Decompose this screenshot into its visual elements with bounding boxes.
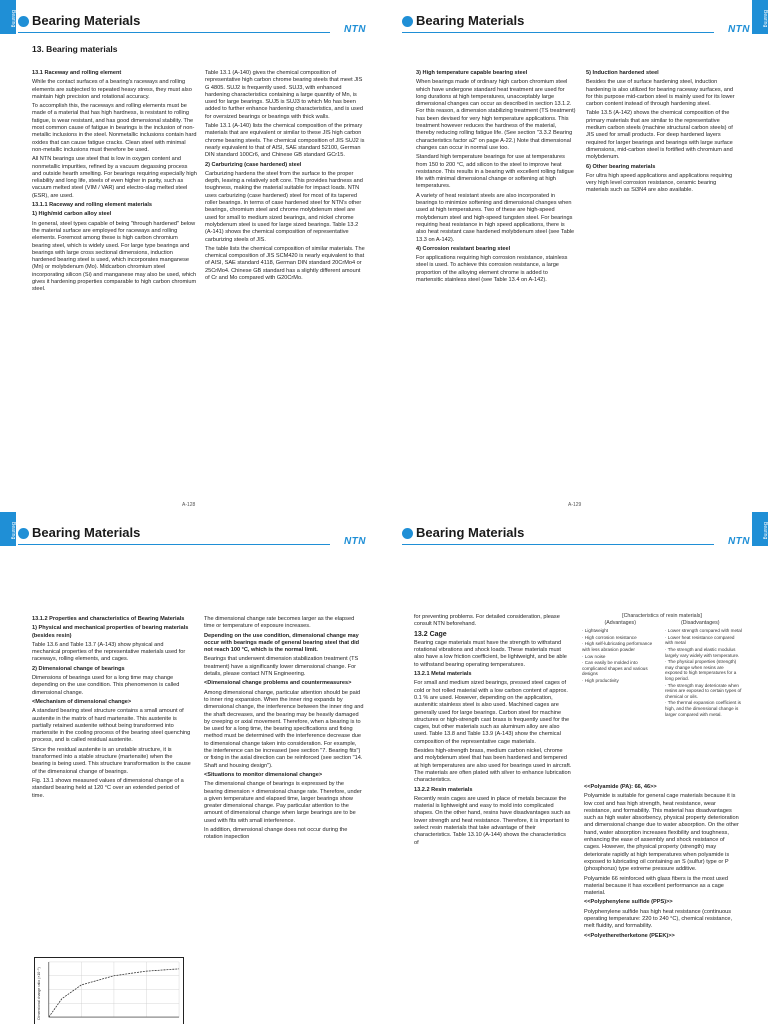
paragraph: Dimensions of bearings used for a long time may change depending on the use condition. This phenomenon is called dimensional change. xyxy=(32,675,180,696)
paragraph: 13.2 Cage xyxy=(414,630,447,638)
paragraph: In general, steel types capable of being "through hardened" below the material surface are employed for raceways and rolling elements. Foremost among these is high carbon chromium bearing steel, which is widely used. For large type bearings and bearings with large cross sectional dimensions, induction hardened bearing steel is used, which incorporates manganese (Mn) or molybdenum (Mo). Midcarbon chromium steel incorporating silicon (Si) and manganese may also be used, which gives it hardening properties comparable to high carbon chromium steel. xyxy=(32,220,197,293)
paragraph: In addition, dimensional change does not occur during the rotation inspection xyxy=(204,827,348,841)
header-rule xyxy=(18,544,330,545)
text-column-left xyxy=(414,614,572,849)
table-heads xyxy=(582,621,742,627)
disadvantages-head: (Disadvantages) xyxy=(680,619,720,626)
header-rule xyxy=(402,32,714,33)
paragraph: 13.1.2 Properties and characteristics of Bearing Materials xyxy=(32,616,185,622)
paragraph: Carburizing hardens the steel from the surface to the proper depth, leaving a relatively soft core. This provides hardness and toughness, making the material suitable for impact loads. NTN uses carburizing (case hardened) steel for most of its tapered roller bearings. In terms of case hardened steel for NTN's other bearings, chromium steel and chrome molybdenum steel are used for small to medium sized bearings, and nickel chrome molybdenum steel is used for large sized bearings. Table 13.2 (A-141) shows the chemical composition of representative carburizing steels of JIS. xyxy=(205,170,363,243)
paragraph: When bearings made of ordinary high carbon chromium steel which have undergone standard heat treatment are used for long durations at high temperatures, unacceptably large dimensional changes can occur as described in section 13.1.2. For this reason, a dimension stabilizing treatment (TS treatment) has been devised for very high temperature applications. This treatment however reduces the hardness of the material, thereby reducing rolling fatigue life. (See section "3.3.2 Bearing characteristics factor a2" on page A-22.) Note that dimensional changes can occur in normal use too. xyxy=(416,79,576,151)
paragraph: 13.1.1 Raceway and rolling element materials xyxy=(32,202,153,209)
advantages-head: (Advantages) xyxy=(604,619,636,626)
page-header xyxy=(18,524,366,548)
header-title: Bearing Materials xyxy=(32,525,141,540)
text-column-left xyxy=(32,70,197,296)
bullet-icon xyxy=(18,16,29,27)
paragraph: Bearing cage materials must have the strength to withstand rotational vibrations and shock loads. These materials must also have a low friction coefficient, be lightweight, and be able to withstand bearing operating temperatures. xyxy=(414,639,567,668)
text-column-right xyxy=(584,784,739,942)
paragraph: Polyamide is suitable for general cage materials because it is low cost and has high strength, heat resistance, wear resistance, and formability. This material has disadvantages such as high water absorbency, physical property deterioration and dimensional change due to water absorption. On the other hand, water absorption increases flexibility and toughness, enhancing the ease of assembly and shock resistance of cages. However, the physical property (strength) may deteriorate rapidly at high temperatures when polyamide is exposed to lubricating oil containing an S (sulfur) type or P (phosphorus) type extreme pressure additive. xyxy=(584,793,739,873)
text-column-left xyxy=(416,70,576,286)
paragraph: 6) Other bearing materials xyxy=(586,163,656,170)
table-caption: [Characteristics of resin materials] xyxy=(622,613,702,619)
header-title: Bearing Materials xyxy=(416,13,525,28)
paragraph: Table 13.1 (A-140) lists the chemical composition of the primary materials that are equivalent or similar to these JIS high carbon chrome bearing steels. The chemical composition of JIS SUJ2 is nearly equivalent to that of AISI, SAE standard 52100, German DIN standard 100Cr6, and Chinese GB standard GCr15. xyxy=(205,123,365,159)
paragraph: For small and medium sized bearings, pressed steel cages of cold or hot rolled material with a low carbon content of approx. 0.1 % are used. However, depending on the application, austenitic stainless steel is also used. Machined cages are generally used for large bearings. Carbon steel for machine structures or high-strength cast brass is frequently used for the cages, but other materials such as aluminum alloy are also used. Table 13.8 and Table 13.9 (A-143) show the chemical composition of the representative cage materials. xyxy=(414,680,570,745)
page-header xyxy=(402,524,750,548)
paragraph: Table 13.5 (A-142) shows the chemical composition of the primary materials that are similar to the representative medium carbon steels (machine structural carbon steels) of JIS used for small products. For deep hardened layers required for larger bearings and bearings with large surface dimensions, mid-carbon steel is fortified with chromium and molybdenum. xyxy=(586,110,733,161)
list-item: · Can easily be molded into complicated shapes and various designs xyxy=(582,660,648,677)
paragraph: 2) Carburizing (case hardened) steel xyxy=(205,161,302,168)
bullet-icon xyxy=(402,528,413,539)
paragraph: Recently resin cages are used in place of metals because the material is lightweight and easy to mold into complicated shapes. On the other hand, resins have disadvantages such as lower strength and heat resistance. Therefore, it is important to select resin materials that take advantage of their characteristics. Table 13.10 (A-144) shows the characteristics of xyxy=(414,795,571,846)
header-title: Bearing Materials xyxy=(32,13,141,28)
page-a131 xyxy=(384,512,768,1024)
text-column-left xyxy=(32,616,192,802)
paragraph: The dimensional change of bearings is expressed by the bearing dimension × dimensional change rate. Therefore, under a given temperature and elapsed time, larger bearings show greater dimensional change. Pay particular attention to the amount of dimensional change when large bearings are to be used with fits with small interference. xyxy=(204,781,362,824)
paragraph: <Dimensional change problems and countermeasures> xyxy=(204,680,352,687)
header-title: Bearing Materials xyxy=(416,525,525,540)
paragraph: 13.2.1 Metal materials xyxy=(414,671,472,678)
text-column-right xyxy=(204,616,364,844)
paragraph: Polyphenylene sulfide has high heat resistance (continuous operating temperature: 220 to 240 °C), chemical resistance, melt fluidity, and formability. xyxy=(584,908,733,930)
text-column-right xyxy=(205,70,365,284)
paragraph: Besides the use of surface hardening steel, induction hardening is also utilized for bearing raceway surfaces, and for this purpose mid-carbon steel is mainly used for its lower carbon content instead of through hardening steel. xyxy=(586,79,735,108)
paragraph: Besides high-strength brass, medium carbon nickel, chrome and molybdenum steel that has been hardened and tempered at high temperatures are also used for bearings used in aircraft. The materials are often plated with silver to enhance lubrication characteristics. xyxy=(414,748,572,784)
chart-svg xyxy=(35,958,183,1024)
paragraph: Depending on the use condition, dimensional change may occur with bearings made of general bearing steel that did not reach 100 °C, which is the normal limit. xyxy=(204,632,360,654)
list-item: · The strength may deteriorate when resins are exposed to certain types of chemical or oils. xyxy=(665,682,742,699)
bullet-icon xyxy=(18,528,29,539)
paragraph: Since the residual austenite is an unstable structure, it is transformed into a stable structure (martensite) when the bearing is being used. This structure transformation is the cause of the dimensional change of bearings. xyxy=(32,746,191,775)
list-item: · Low noise xyxy=(582,653,606,659)
paragraph: <<Polyetheretherketone (PEEK)>> xyxy=(584,932,675,939)
resin-characteristics-table xyxy=(582,614,742,718)
disadvantages-list xyxy=(665,628,742,718)
list-item: · High corrosion resistance xyxy=(582,634,637,640)
paragraph: Bearings that underwent dimension stabilization treatment (TS treatment) have a significantly lower dimensional change. For details, please contact NTN Engineering. xyxy=(204,656,359,678)
list-item: · The thermal expansion coefficient is high, and the dimensional change is larger compared with metal. xyxy=(665,700,741,717)
page-a129 xyxy=(384,0,768,512)
dimensional-change-chart xyxy=(34,957,184,1024)
paragraph: Table 13.6 and Table 13.7 (A-143) show physical and mechanical properties of the representative materials used for raceways, rolling elements, and cages. xyxy=(32,641,186,663)
y-axis-label: Dimensional change ratio (×10⁻⁵) xyxy=(36,967,41,1020)
list-item: · The physical properties (strength) may change when resins are exposed to high temperatures for a long period. xyxy=(665,659,737,681)
section-tab: Bearing xyxy=(0,512,16,546)
section-tab: Bearing xyxy=(752,0,768,34)
paragraph: <Mechanism of dimensional change> xyxy=(32,698,132,705)
paragraph: All NTN bearings use steel that is low in oxygen content and nonmetallic impurities, refined by a vacuum degassing process and outside hearth smelting. For bearings requiring especially high reliability and long life, steels of even higher in purity, such as vacuum melted steel (VIM / VAR) and electro-slag melted steel (ESR), are used. xyxy=(32,156,197,199)
list-item: · The strength and elastic modulus largely vary widely with temperature. xyxy=(665,646,740,658)
page-number: A-129 xyxy=(568,502,582,508)
paragraph: 2) Dimensional change of bearings xyxy=(32,665,125,672)
list-item: · High productivity xyxy=(582,677,619,683)
paragraph: The dimensional change rate becomes larger as the elapsed time or temperature of exposure increases. xyxy=(204,616,355,630)
paragraph: While the contact surfaces of a bearing's raceways and rolling elements are subjected to repeated heavy stress, they must also maintain high precision and rotational accuracy. xyxy=(32,79,192,100)
paragraph: 13.1 Raceway and rolling element xyxy=(32,70,122,76)
list-item: · High self-lubricating performance with less abrasion powder xyxy=(582,641,653,652)
paragraph: <<Polyamide (PA): 66, 46>> xyxy=(584,784,657,790)
advantages-list xyxy=(582,628,659,718)
paragraph: <Situations to monitor dimensional change> xyxy=(204,771,323,778)
section-tab: Bearing xyxy=(0,0,16,34)
paragraph: Standard high temperature bearings for use at temperatures from 150 to 200 °C, add silicon to the steel to improve heat resistance. This results in a bearing with excellent rolling fatigue life with minimal dimensional change or softening at high temperatures. xyxy=(416,154,574,190)
ntn-logo: NTN xyxy=(727,24,750,35)
paragraph: <<Polyphenylene sulfide (PPS)>> xyxy=(584,899,673,906)
paragraph: for preventing problems. For detailed consideration, please consult NTN beforehand. xyxy=(414,614,560,628)
paragraph: Fig. 13.1 shows measured values of dimensional change of a standard bearing held at 120 °C over an extended period of time. xyxy=(32,777,184,799)
header-rule xyxy=(18,32,330,33)
section-tab: Bearing xyxy=(752,512,768,546)
page-header xyxy=(402,12,750,36)
paragraph: To accomplish this, the raceways and rolling elements must be made of a material that has high hardness, is resistant to rolling fatigue, is wear resistant, and has good dimensional stability. The most common cause of fatigue in bearings is the inclusion of non-metallic inclusions in the steel. Nonmetallic inclusions contain hard oxides that can cause fatigue cracks. Clean steel with minimal non-metallic inclusions must therefore be used. xyxy=(32,103,197,153)
paragraph: 4) Corrosion resistant bearing steel xyxy=(416,245,511,252)
bullet-icon xyxy=(402,16,413,27)
paragraph: 3) High temperature capable bearing steel xyxy=(416,70,528,76)
list-item: · Lower heat resistance compared with metal xyxy=(665,634,735,646)
paragraph: Table 13.1 (A-140) gives the chemical composition of representative high carbon chrome bearing steels that meet JIS G 4805. SUJ2 is frequently used. SUJ3, with enhanced hardening characteristics containing a large quantity of Mn, is used for large bearings. SUJ5 is SUJ3 to which Mo has been added to further enhance hardening characteristics, and is used for oversized bearings or bearings with thick walls. xyxy=(205,70,363,120)
page-number: A-128 xyxy=(182,502,196,508)
table-columns xyxy=(582,628,742,718)
paragraph: 1) High/mid carbon alloy steel xyxy=(32,211,112,218)
ntn-logo: NTN xyxy=(343,24,366,35)
paragraph: A variety of heat resistant steels are also incorporated in bearings to minimize softening and dimensional changes when used at high temperatures. Two of these are high-speed molybdenum steel and high-speed tungsten steel. For bearings requiring heat resistance in high speed applications, there is also heat resistant case hardened molybdenum steel (see Table 13.3 on A-142). xyxy=(416,192,575,243)
list-item: · Lightweight xyxy=(582,628,609,634)
paragraph: Among dimensional change, particular attention should be paid to inner ring expansion. When the inner ring expands by dimensional change, the interference between the inner ring and the shaft decreases, and the bearing may be heavily damaged by creeping or axial movement. Therefore, when a bearing is to be used for a long time, the bearing specifications and fixing method must be determined with the interference decrease due to dimensional change taken into consideration. For example, the interference can be increased (see section "7. Bearing fits") or fixing in the axial direction can be reinforced (see section "14. Shaft and housing design"). xyxy=(204,689,364,769)
page-header xyxy=(18,12,366,36)
ntn-logo: NTN xyxy=(727,536,750,547)
paragraph: 13.2.2 Resin materials xyxy=(414,786,473,793)
paragraph: For applications requiring high corrosion resistance, stainless steel is used. To achieve this corrosion resistance, a large proportion of the alloying element chrome is added to martensitic stainless steel (see Table 13.4 on A-142). xyxy=(416,255,568,284)
header-rule xyxy=(402,544,714,545)
paragraph: 1) Physical and mechanical properties of bearing materials (besides resin) xyxy=(32,625,189,639)
paragraph: Polyamide 66 reinforced with glass fibers is the most used material because it has excellent performance as a cage material. xyxy=(584,875,728,897)
paragraph: A standard bearing steel structure contains a small amount of austenite in the matrix of hard martensite. This austenite is partially retained austenite without being transformed into martensite in the cooling process of the bearing steel quenching process, and is called residual austenite. xyxy=(32,708,191,744)
paragraph: 5) Induction hardened steel xyxy=(586,70,659,76)
ntn-logo: NTN xyxy=(343,536,366,547)
section-title: 13. Bearing materials xyxy=(32,44,118,54)
page-a130 xyxy=(0,512,384,1024)
paragraph: The table lists the chemical composition of similar materials. The chemical composition of JIS SCM420 is nearly equivalent to that of AISI, SAE standard 4118, German DIN standard 20CrMo4 or 25CrMo4. Chinese GB standard has a slightly different amount of Cr and Mo compared with G20CrMo. xyxy=(205,245,365,282)
paragraph: For ultra high speed applications and applications requiring very high level corrosion resistance, ceramic bearing materials such as Si3N4 are also available. xyxy=(586,172,733,194)
list-item: · Lower strength compared with metal xyxy=(665,628,742,634)
page-a128 xyxy=(0,0,384,512)
text-column-right xyxy=(586,70,736,197)
